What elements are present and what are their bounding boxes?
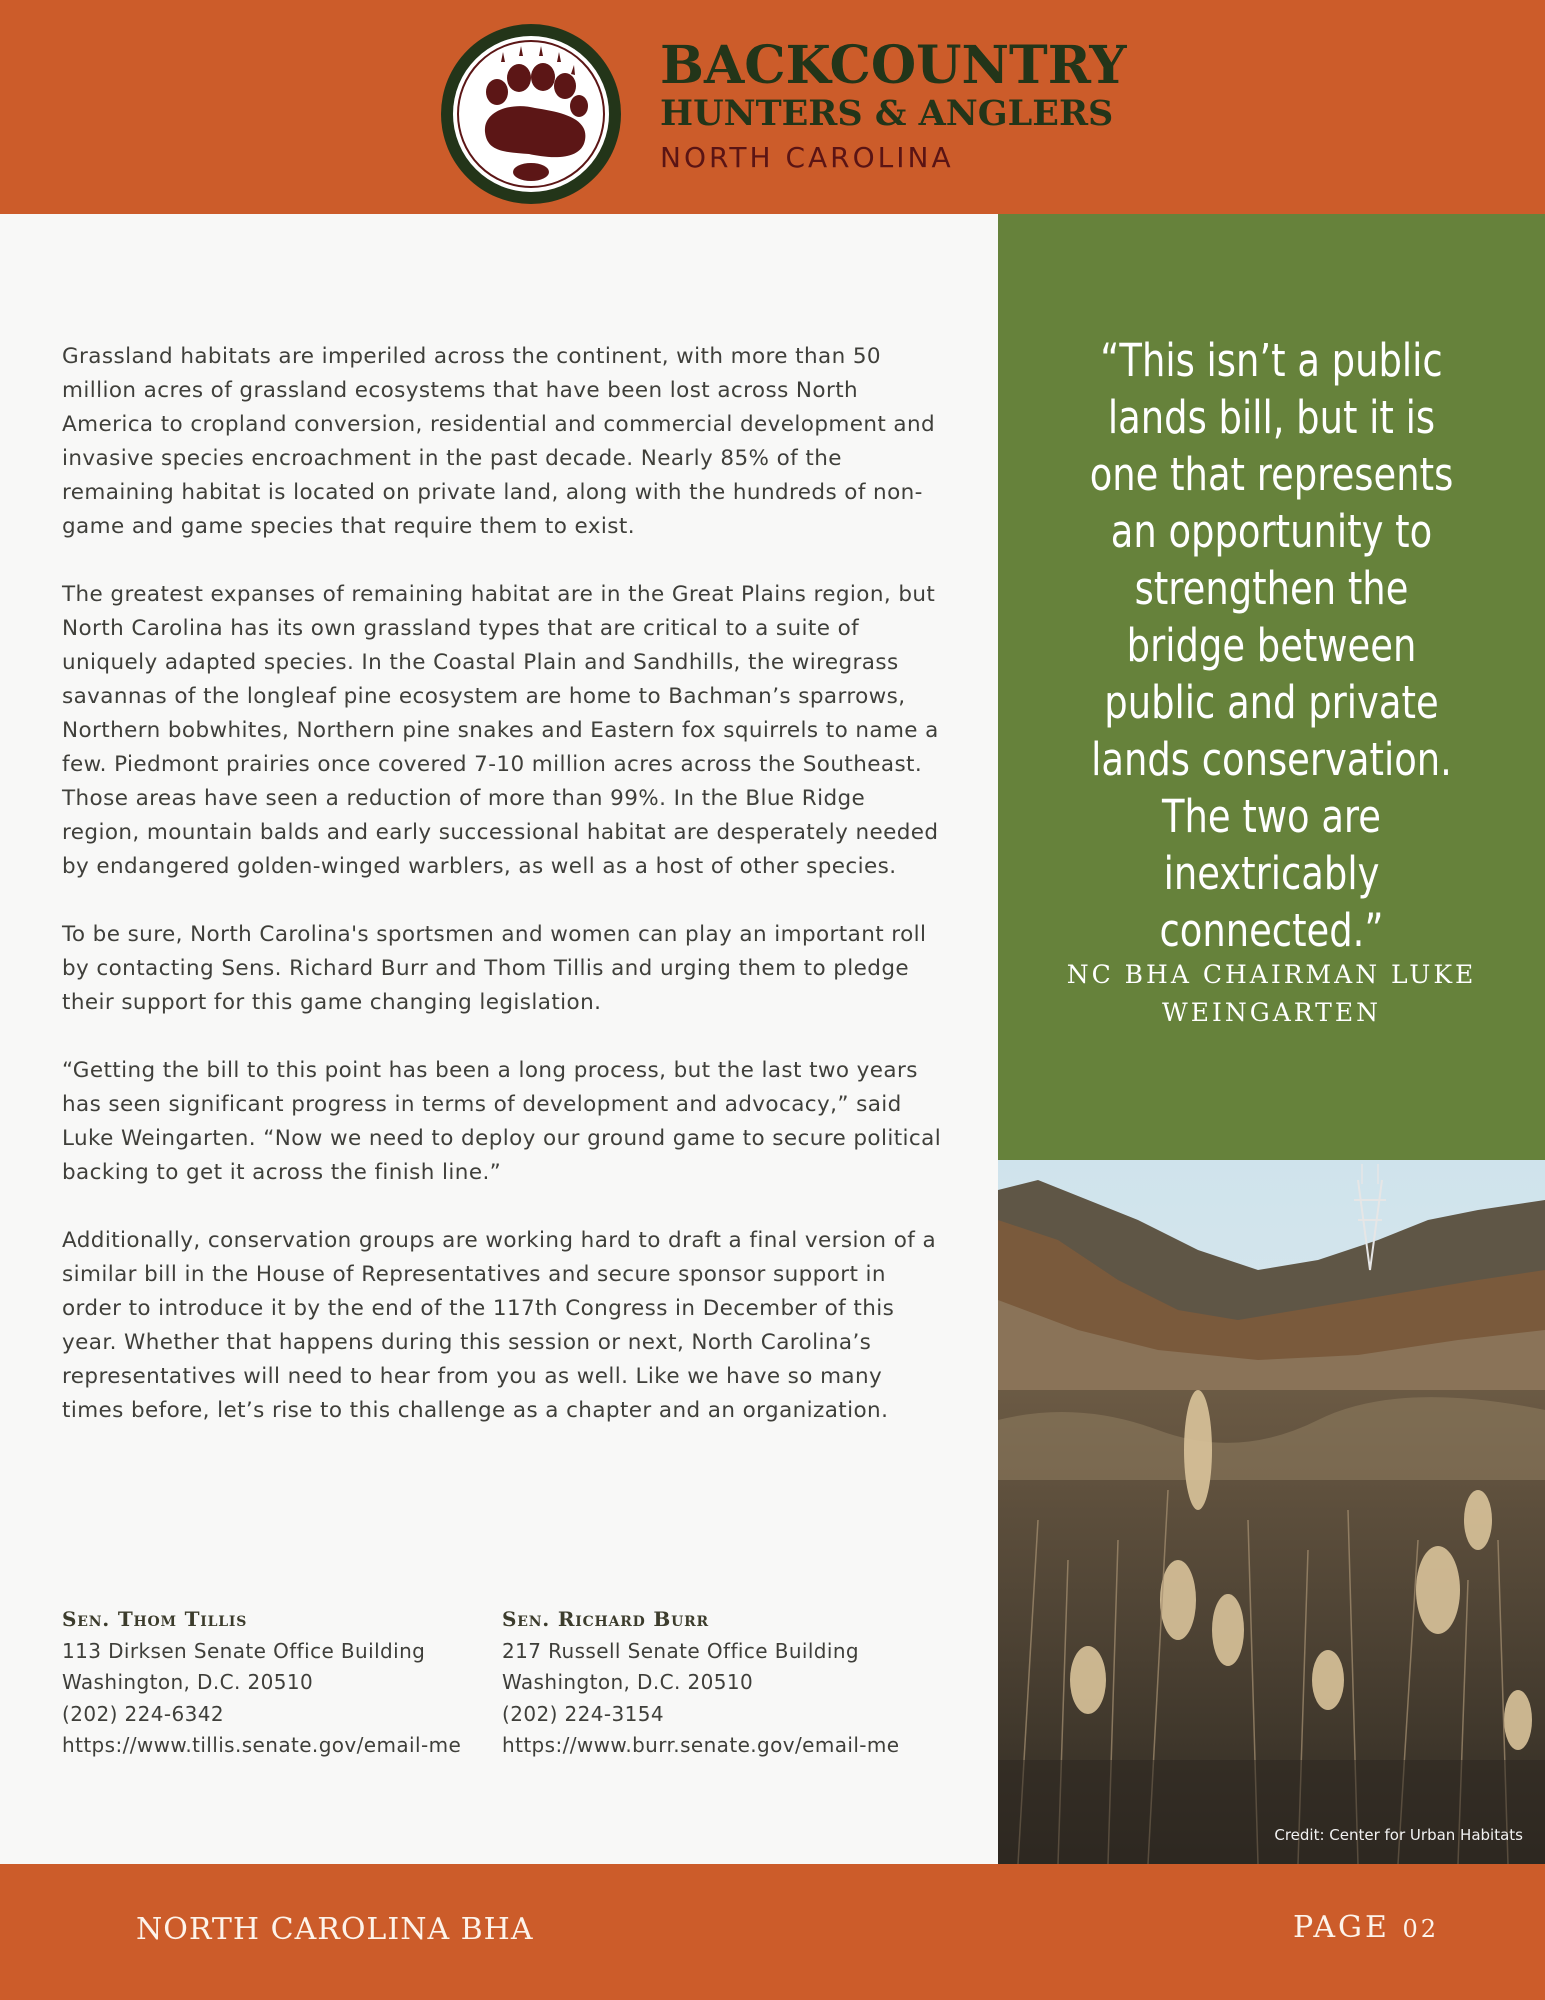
contact-burr — [502, 1604, 942, 1762]
contact-address: 217 Russell Senate Office Building — [502, 1638, 860, 1663]
contact-tillis — [62, 1604, 502, 1762]
contact-url[interactable]: https://www.burr.senate.gov/email-me — [502, 1733, 900, 1757]
contact-name: Sen. Richard Burr — [502, 1607, 709, 1631]
brand-subtitle: HUNTERS & ANGLERS — [660, 93, 1114, 134]
contact-name: Sen. Thom Tillis — [62, 1607, 248, 1631]
page-number-value: 02 — [1402, 1915, 1439, 1943]
page-footer — [0, 1864, 1545, 2000]
contact-city: Washington, D.C. 20510 — [62, 1670, 314, 1694]
contact-url[interactable]: https://www.tillis.senate.gov/email-me — [62, 1733, 462, 1757]
paragraph: The greatest expanses of remaining habitat are in the Great Plains region, but North Carolina has its own grassland types that are critical to a suite of uniquely adapted species. In the Coastal Plain and Sandhills, the wiregrass savannas of the longleaf pine ecosystem are home to Bachman’s sparrows, Northern bobwhites, Northern pine snakes and Eastern fox squirrels to name a few. Piedmont prairies once covered 7-10 million acres across the Southeast. Those areas have seen a reduction of more than 99%. In the Blue Ridge region, mountain balds and early successional habitat are desperately needed by endangered golden-winged warblers, as well as a host of other species. — [62, 582, 939, 879]
senator-contacts — [62, 1604, 942, 1762]
bear-paw-icon — [439, 22, 623, 206]
page-header — [0, 0, 1545, 214]
contact-address: 113 Dirksen Senate Office Building — [62, 1638, 426, 1663]
paragraph: To be sure, North Carolina's sportsmen and women can play an important roll by contacting Sens. Richard Burr and Thom Tillis and urging them to pledge their support for this game changing legislation. — [62, 922, 927, 1015]
brand-chapter: NORTH CAROLINA — [660, 141, 954, 174]
footer-chapter-name: NORTH CAROLINA BHA — [136, 1912, 534, 1947]
grassland-photo — [998, 1160, 1545, 1864]
article-body — [62, 340, 942, 1462]
contact-city: Washington, D.C. 20510 — [502, 1670, 754, 1694]
brand-title: BACKCOUNTRY — [660, 35, 1127, 96]
pull-quote-panel — [998, 214, 1545, 1160]
page-label: PAGE — [1292, 1910, 1390, 1945]
paragraph: “Getting the bill to this point has been a long process, but the last two years has seen significant progress in terms of development and advocacy,” said Luke Weingarten. “Now we need to deploy our ground game to secure political backing to get it across the finish line.” — [62, 1058, 942, 1185]
brand-wordmark — [660, 35, 1127, 178]
contact-phone: (202) 224-6342 — [62, 1701, 225, 1726]
contact-phone: (202) 224-3154 — [502, 1701, 665, 1726]
paragraph: Grassland habitats are imperiled across the continent, with more than 50 million acres of grassland ecosystems that have been lost across North America to cropland conversion, residential and commercial development and invasive species encroachment in the past decade. Nearly 85% of the remaining habitat is located on private land, along with the hundreds of non-game and game species that require them to exist. — [62, 344, 936, 539]
pull-quote: “This isn’t a public lands bill, but it is one that represents an opportunity to strengthen the bridge between public and private lands conservation. The two are inextricably connected.” — [1089, 334, 1454, 957]
page-number — [1293, 1910, 1439, 1945]
photo-credit: Credit: Center for Urban Habitats — [1274, 1826, 1523, 1844]
quote-attribution: NC BHA CHAIRMAN LUKE WEINGARTEN — [1066, 960, 1477, 1027]
paragraph: Additionally, conservation groups are working hard to draft a final version of a similar bill in the House of Representatives and secure sponsor support in order to introduce it by the end of the 117th Congress in December of this year. Whether that happens during this session or next, North Carolina’s representatives will need to hear from you as well. Like we have so many times before, let’s rise to this challenge as a chapter and an organization. — [62, 1228, 937, 1423]
